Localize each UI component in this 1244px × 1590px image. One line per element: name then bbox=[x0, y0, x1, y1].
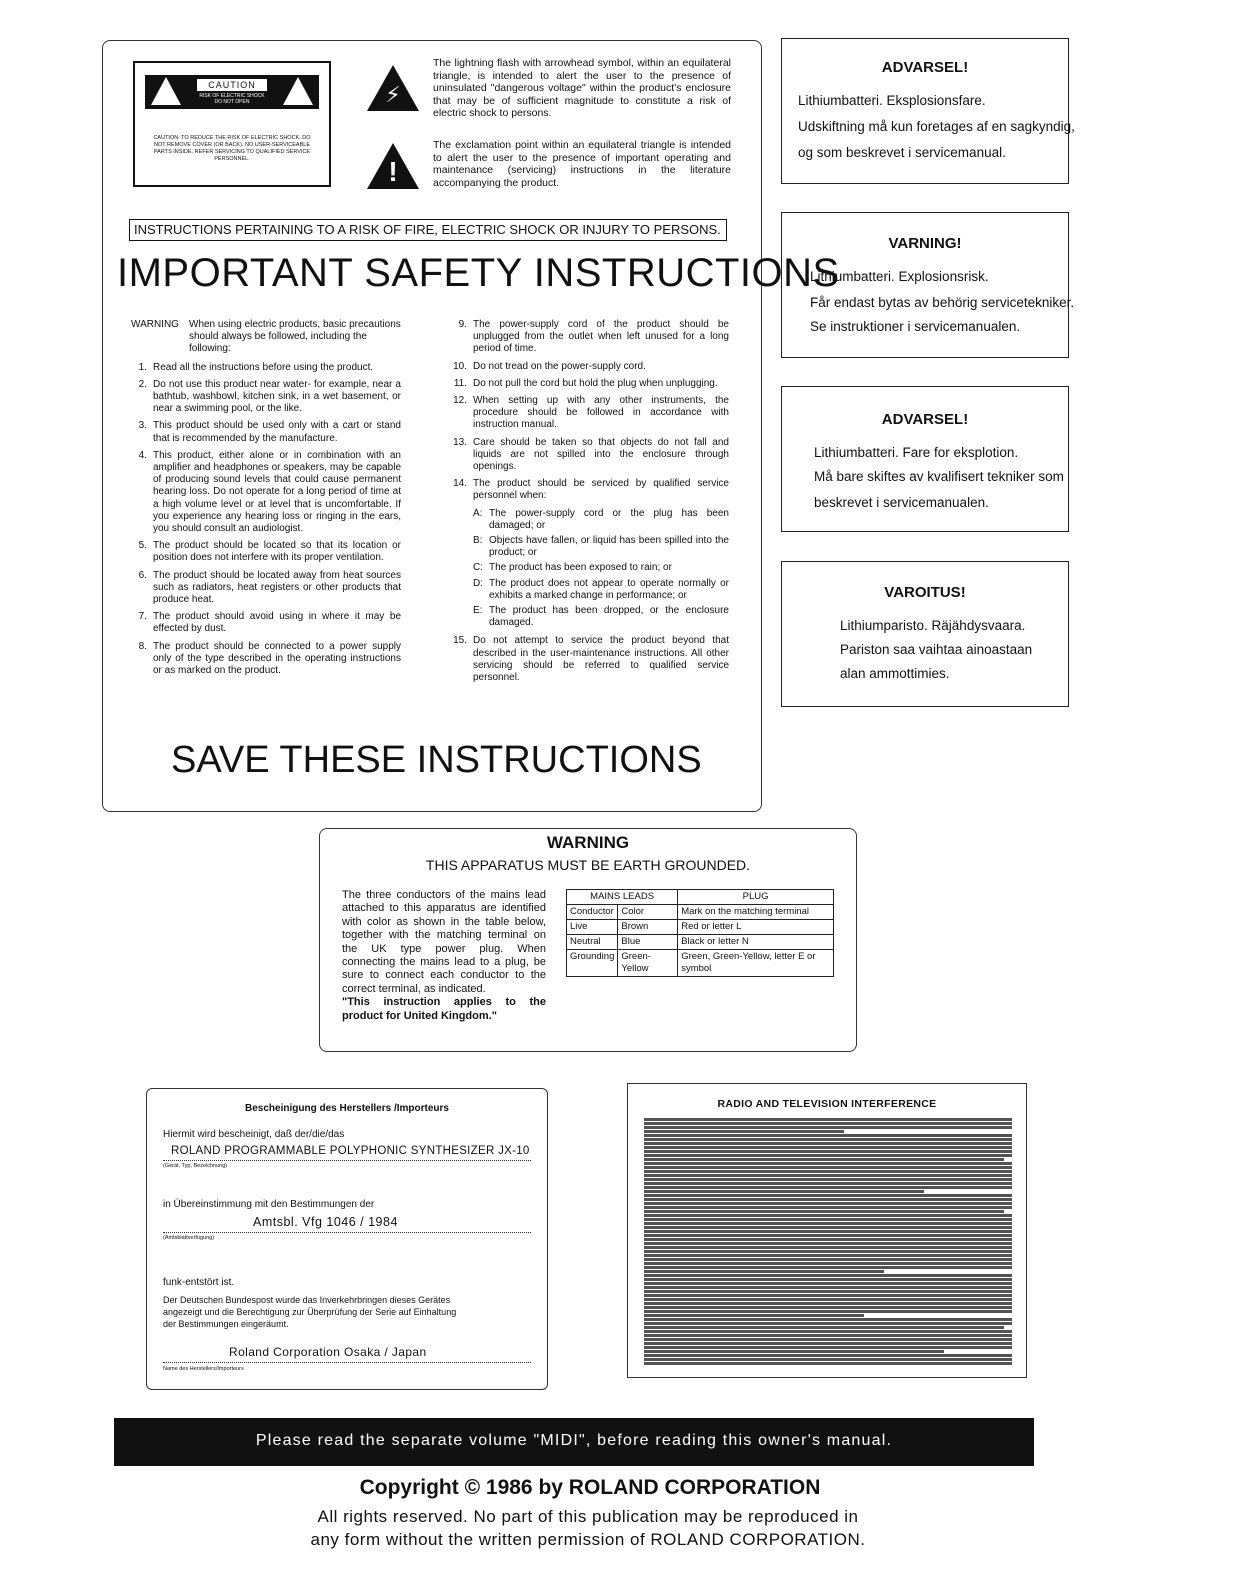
save-instructions-title: SAVE THESE INSTRUCTIONS bbox=[171, 739, 702, 781]
fine-print-line bbox=[644, 1142, 1012, 1145]
fine-print-line bbox=[644, 1130, 844, 1133]
table-header: MAINS LEADS bbox=[567, 890, 678, 905]
list-item: 2. Do not use this product near water- for example, near a bathtub, washbowl, kitchen sink, in a wet basement, or near a swimming pool, or the like. bbox=[138, 378, 401, 415]
caution-sub: RISK OF ELECTRIC SHOCK DO NOT OPEN bbox=[199, 93, 265, 105]
list-item: 12. When setting up with any other instruments, the procedure should be followed in accordance with instruction manual. bbox=[453, 395, 729, 431]
box-line: og som beskrevet i servicemanual. bbox=[798, 145, 1006, 160]
fine-print-line bbox=[644, 1318, 1012, 1321]
fine-print-line bbox=[644, 1210, 1004, 1213]
fine-print-line bbox=[644, 1146, 1012, 1149]
fine-print-line bbox=[644, 1230, 1012, 1233]
fine-print-line bbox=[644, 1338, 1012, 1341]
fine-print-line bbox=[644, 1226, 1012, 1229]
list-item: 5. The product should be located so that its location or position does not interfere with its proper ventilation. bbox=[138, 540, 401, 564]
earth-warning-text: The three conductors of the mains lead attached to this apparatus are identified with color as shown in the table below, together with the matching terminal on the UK type power plug. When connecting the mains lead to a plug, be sure to connect each conductor to the correct terminal, as indicated. "This instruction applies to the product for United Kingdom." bbox=[342, 889, 546, 1022]
caution-label bbox=[133, 61, 331, 187]
fine-print-line bbox=[644, 1198, 1012, 1201]
fine-print-line bbox=[644, 1182, 1012, 1185]
list-item: 6. The product should be located away from heat sources such as radiators, heat registers or other products that produce heat. bbox=[138, 569, 401, 606]
swedish-warning-box bbox=[781, 212, 1075, 358]
certificate-paragraph: der Bestimmungen eingeräumt. bbox=[163, 1319, 289, 1329]
fine-print-line bbox=[644, 1154, 1012, 1157]
list-item: 10. Do not tread on the power-supply cord. bbox=[453, 360, 646, 372]
earth-warning-subtitle: THIS APPARATUS MUST BE EARTH GROUNDED. bbox=[425, 857, 751, 873]
certificate-caption: (Gerät, Typ, Bezeichnung) bbox=[163, 1163, 228, 1169]
list-item: 7. The product should avoid using in where it may be effected by dust. bbox=[138, 611, 401, 635]
fine-print-line bbox=[644, 1218, 1012, 1221]
warning-text: When using electric products, basic precautions should always be followed, including the following: bbox=[189, 319, 401, 355]
list-item: 8. The product should be connected to a power supply only of the type described in the operating instructions or as marked on the product. bbox=[138, 640, 401, 677]
midi-note-text: Please read the separate volume "MIDI", before reading this owner's manual. bbox=[255, 1432, 893, 1449]
mains-leads-table bbox=[566, 889, 834, 977]
sub-list-item: A: The power-supply cord or the plug has been damaged; or bbox=[473, 507, 729, 531]
instructions-left-column bbox=[131, 319, 401, 682]
fine-print-line bbox=[644, 1170, 1012, 1173]
earth-warning-title: WARNING bbox=[546, 833, 630, 852]
exclamation-warning-icon bbox=[283, 77, 313, 105]
fine-print-line bbox=[644, 1178, 1012, 1181]
sub-list-item: E: The product has been dropped, or the enclosure damaged. bbox=[473, 605, 729, 629]
certificate-line: Hiermit wird bescheinigt, daß der/die/das bbox=[163, 1129, 345, 1140]
box-line: alan ammottimies. bbox=[840, 666, 950, 681]
rights-line: any form without the written permission of ROLAND CORPORATION. bbox=[310, 1530, 866, 1549]
manufacturer-certificate bbox=[146, 1088, 548, 1390]
instructions-banner: INSTRUCTIONS PERTAINING TO A RISK OF FIRE, ELECTRIC SHOCK OR INJURY TO PERSONS. bbox=[129, 219, 727, 241]
fine-print-line bbox=[644, 1342, 1012, 1345]
fine-print-line bbox=[644, 1214, 1012, 1217]
fine-print-line bbox=[644, 1246, 1012, 1249]
fine-print-line bbox=[644, 1266, 1012, 1269]
box-line: Lithiumbatteri. Fare for eksplotion. bbox=[814, 445, 1019, 460]
box-heading: VAROITUS! bbox=[884, 584, 966, 601]
exclamation-explanation: The exclamation point within an equilateral triangle is intended to alert the user to the presence of important operating and maintenance (servicing) instructions in the literature accompanying the product. bbox=[433, 139, 731, 189]
certificate-amtsblatt: Amtsbl. Vfg 1046 / 1984 bbox=[253, 1215, 398, 1229]
fine-print-line bbox=[644, 1138, 1012, 1141]
divider bbox=[163, 1160, 531, 1161]
fine-print-line bbox=[644, 1134, 1012, 1137]
lightning-explanation: The lightning flash with arrowhead symbol, within an equilateral triangle, is intended to alert the user to the presence of uninsulated "dangerous voltage" within the product's enclosure that may be of sufficient magnitude to constitute a risk of electric shock to persons. bbox=[433, 57, 731, 120]
box-line: beskrevet i servicemanualen. bbox=[814, 495, 989, 510]
fine-print-line bbox=[644, 1174, 1012, 1177]
fine-print-line bbox=[644, 1258, 1012, 1261]
fine-print-line bbox=[644, 1238, 1012, 1241]
box-heading: ADVARSEL! bbox=[881, 411, 969, 428]
fine-print-line bbox=[644, 1186, 1012, 1189]
box-line: Lithiumbatteri. Explosionsrisk. bbox=[810, 269, 989, 284]
list-item: 1. Read all the instructions before using the product. bbox=[138, 361, 374, 373]
midi-note-bar bbox=[114, 1418, 1034, 1466]
warning-intro bbox=[131, 319, 401, 356]
fine-print-line bbox=[644, 1234, 1012, 1237]
fine-print-line bbox=[644, 1202, 1012, 1205]
warning-label: WARNING bbox=[131, 319, 179, 330]
fine-print-line bbox=[644, 1362, 1012, 1365]
lightning-bolt-icon: ⚡ bbox=[385, 82, 401, 107]
fine-print-line bbox=[644, 1326, 1004, 1329]
box-line: Lithiumparisto. Räjähdysvaara. bbox=[840, 618, 1026, 633]
fine-print-line bbox=[644, 1270, 884, 1273]
fine-print-line bbox=[644, 1314, 864, 1317]
sub-list-item: D: The product does not appear to operate normally or exhibits a marked change in performance; or bbox=[473, 577, 729, 601]
table-row: Neutral Blue Black or letter N bbox=[567, 935, 834, 950]
divider bbox=[163, 1232, 531, 1233]
page-title: IMPORTANT SAFETY INSTRUCTIONS bbox=[117, 251, 840, 295]
radio-tv-interference-notice bbox=[627, 1083, 1027, 1378]
fine-print-line bbox=[644, 1194, 1012, 1197]
fine-print-line bbox=[644, 1290, 1012, 1293]
fine-print-line bbox=[644, 1162, 1012, 1165]
list-item: 4. This product, either alone or in combination with an amplifier and headphones or speakers, may be capable of producing sound levels that could cause permanent hearing loss. Do not operate for a long period of time at a high volume level or at level that is uncomfortable. If you experience any hearing loss or ringing in the ears, you should consult an audiologist. bbox=[138, 449, 401, 535]
table-row: Live Brown Red or letter L bbox=[567, 920, 834, 935]
certificate-caption: Name des Herstellers/Importeurs bbox=[163, 1366, 244, 1372]
fine-print-line bbox=[644, 1250, 1012, 1253]
fine-print-line bbox=[644, 1306, 1012, 1309]
caution-word: CAUTION bbox=[197, 79, 267, 91]
fine-print-line bbox=[644, 1346, 1012, 1349]
fine-print-line bbox=[644, 1118, 1012, 1121]
fine-print-line bbox=[644, 1126, 1012, 1129]
fine-print-line bbox=[644, 1278, 1012, 1281]
box-line: Se instruktioner i servicemanualen. bbox=[810, 319, 1021, 334]
uk-applies-note: "This instruction applies to the product for United Kingdom." bbox=[342, 996, 546, 1022]
fine-print-line bbox=[644, 1190, 924, 1193]
box-line: Pariston saa vaihtaa ainoastaan bbox=[840, 642, 1033, 657]
sub-list-item: B: Objects have fallen, or liquid has been spilled into the product; or bbox=[473, 535, 729, 559]
lightning-warning-icon bbox=[151, 77, 181, 105]
certificate-paragraph: Der Deutschen Bundespost wurde das Inverkehrbringen dieses Gerätes bbox=[163, 1295, 451, 1305]
fine-print-line bbox=[644, 1334, 1012, 1337]
danish-warning-box bbox=[781, 38, 1075, 184]
norwegian-warning-box bbox=[781, 386, 1069, 532]
certificate-title: Bescheinigung des Herstellers /Importeurs bbox=[245, 1103, 449, 1114]
instructions-right-column bbox=[451, 319, 729, 689]
fine-print-line bbox=[644, 1206, 1012, 1209]
caution-fine-print: CAUTION: TO REDUCE THE RISK OF ELECTRIC SHOCK, DO NOT REMOVE COVER (OR BACK). NO USER-SERVICEABLE PARTS INSIDE. REFER SERVICING TO QUALIFIED SERVICE PERSONNEL. bbox=[153, 135, 311, 162]
fine-print-line bbox=[644, 1310, 1012, 1313]
fine-print-line bbox=[644, 1242, 1012, 1245]
fine-print-line bbox=[644, 1122, 1012, 1125]
finnish-warning-box bbox=[781, 561, 1069, 707]
fine-print-line bbox=[644, 1302, 1012, 1305]
box-heading: ADVARSEL! bbox=[881, 59, 969, 76]
fine-print-line bbox=[644, 1254, 1012, 1257]
list-item: 14. The product should be serviced by qualified service personnel when: bbox=[453, 478, 729, 502]
list-item: 9. The power-supply cord of the product should be unplugged from the outlet when left unused for a long period of time. bbox=[458, 319, 729, 355]
sub-list-item: C: The product has been exposed to rain; or bbox=[473, 562, 672, 574]
earth-grounding-warning bbox=[319, 828, 857, 1052]
fine-print-line bbox=[644, 1166, 1012, 1169]
fine-print-line bbox=[644, 1358, 1012, 1361]
box-line: Lithiumbatteri. Eksplosionsfare. bbox=[798, 93, 986, 108]
box-line: Må bare skiftes av kvalifisert tekniker som bbox=[814, 469, 1064, 484]
fine-print-line bbox=[644, 1298, 1012, 1301]
fine-print-line bbox=[644, 1150, 1012, 1153]
list-item: 11. Do not pull the cord but hold the plug when unplugging. bbox=[453, 377, 718, 389]
list-item: 13. Care should be taken so that objects do not fall and liquids are not spilled into the enclosure through openings. bbox=[453, 436, 729, 473]
fine-print-line bbox=[644, 1222, 1012, 1225]
fine-print-line bbox=[644, 1286, 1012, 1289]
fine-print-line bbox=[644, 1262, 1012, 1265]
fine-print-line bbox=[644, 1158, 1004, 1161]
rights-line: All rights reserved. No part of this publication may be reproduced in bbox=[317, 1507, 859, 1526]
safety-instructions-panel bbox=[102, 40, 840, 812]
fine-print-line bbox=[644, 1350, 944, 1353]
exclamation-mark-icon: ! bbox=[388, 156, 398, 187]
divider bbox=[163, 1362, 531, 1363]
certificate-line: funk-entstört ist. bbox=[163, 1277, 235, 1288]
table-row: Conductor Color Mark on the matching terminal bbox=[567, 905, 834, 920]
fine-print-line bbox=[644, 1330, 1012, 1333]
table-header: PLUG bbox=[678, 890, 834, 905]
list-item: 15. Do not attempt to service the product beyond that described in the user-maintenance instructions. All other servicing should be referred to qualified service personnel. bbox=[453, 635, 729, 684]
box-heading: VARNING! bbox=[888, 235, 962, 252]
certificate-maker: Roland Corporation Osaka / Japan bbox=[229, 1345, 427, 1359]
fine-print-line bbox=[644, 1354, 1012, 1357]
certificate-product: ROLAND PROGRAMMABLE POLYPHONIC SYNTHESIZER JX-10 bbox=[171, 1145, 530, 1157]
copyright-notice: Copyright © 1986 by ROLAND CORPORATION bbox=[359, 1476, 821, 1499]
fine-print-line bbox=[644, 1282, 1012, 1285]
list-item: 3. This product should be used only with a cart or stand that is recommended by the manufacture. bbox=[138, 420, 401, 444]
certificate-paragraph: angezeigt und die Berechtigung zur Überprüfung der Serie auf Einhaltung bbox=[163, 1307, 457, 1317]
fine-print-line bbox=[644, 1274, 1012, 1277]
certificate-caption: (Amtsblattverfügung) bbox=[163, 1235, 215, 1241]
fine-print-line bbox=[644, 1322, 1012, 1325]
radio-notice-title: RADIO AND TELEVISION INTERFERENCE bbox=[717, 1098, 937, 1110]
table-row: Grounding Green-Yellow Green, Green-Yellow, letter E or symbol bbox=[567, 950, 834, 977]
box-line: Udskiftning må kun foretages af en sagkyndig, bbox=[798, 119, 1075, 134]
certificate-line: in Übereinstimmung mit den Bestimmungen der bbox=[163, 1199, 375, 1210]
box-line: Får endast bytas av behörig servicetekniker. bbox=[810, 295, 1075, 310]
fine-print-line bbox=[644, 1294, 1012, 1297]
